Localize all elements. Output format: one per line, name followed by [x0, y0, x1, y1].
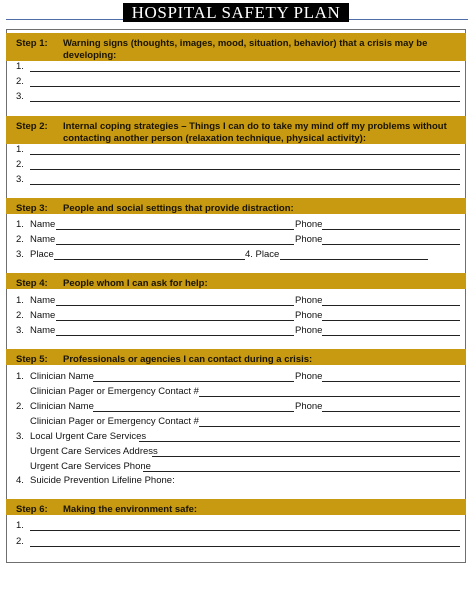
item-index: 2. — [16, 159, 24, 170]
step-3-row-1[interactable] — [16, 218, 460, 232]
phone-line[interactable] — [322, 411, 460, 412]
phone-label: Phone — [295, 295, 323, 306]
phone-label: Phone — [295, 219, 323, 230]
urgent-care-line[interactable] — [139, 441, 460, 442]
step-3-header — [6, 198, 466, 214]
step-5-text: Professionals or agencies I can contact during a crisis: — [63, 354, 313, 365]
step-2-header — [6, 116, 466, 144]
step-5-row-1[interactable] — [16, 370, 460, 384]
item-index: 3. — [16, 174, 24, 185]
step-6-line-2[interactable] — [16, 535, 460, 549]
place-4-label: 4. Place — [245, 249, 280, 260]
item-index: 1. — [16, 144, 24, 155]
step-5-row-5[interactable] — [16, 430, 460, 444]
step-3-row-3[interactable] — [16, 248, 460, 262]
phone-label: Phone — [295, 401, 323, 412]
step-4-row-2[interactable] — [16, 309, 460, 323]
title-area — [0, 0, 474, 24]
step-4-text: People whom I can ask for help: — [63, 278, 208, 289]
step-1-line-1[interactable] — [16, 60, 460, 74]
step-4-label: Step 4: — [16, 278, 48, 289]
pager-label: Clinician Pager or Emergency Contact # — [30, 386, 199, 397]
item-index: 1. — [16, 219, 24, 230]
phone-line[interactable] — [322, 229, 460, 230]
step-5-row-2[interactable] — [16, 385, 460, 399]
item-index: 1. — [16, 295, 24, 306]
place-line[interactable] — [280, 259, 428, 260]
clinician-name-line[interactable] — [93, 411, 294, 412]
name-label: Name — [30, 219, 56, 230]
urgent-care-label: Local Urgent Care Services — [30, 431, 147, 442]
item-index: 2. — [16, 234, 24, 245]
name-label: Name — [30, 234, 56, 245]
page-title: HOSPITAL SAFETY PLAN — [123, 3, 349, 22]
urgent-care-address-line[interactable] — [152, 456, 460, 457]
answer-line[interactable] — [30, 530, 460, 531]
step-2-line-2[interactable] — [16, 158, 460, 172]
item-index: 4. — [16, 475, 24, 486]
name-label: Name — [30, 310, 56, 321]
step-5-row-7[interactable] — [16, 460, 460, 474]
step-3-label: Step 3: — [16, 203, 48, 214]
step-1-line-3[interactable] — [16, 90, 460, 104]
name-label: Name — [30, 295, 56, 306]
place-line[interactable] — [54, 259, 245, 260]
item-index: 2. — [16, 310, 24, 321]
item-index: 2. — [16, 536, 24, 547]
step-2-label: Step 2: — [16, 121, 48, 132]
step-6-label: Step 6: — [16, 504, 48, 515]
step-3-text: People and social settings that provide distraction: — [63, 203, 294, 214]
step-1-line-2[interactable] — [16, 75, 460, 89]
answer-line[interactable] — [30, 101, 460, 102]
step-4-row-1[interactable] — [16, 294, 460, 308]
clinician-name-label: Clinician Name — [30, 401, 94, 412]
item-index: 1. — [16, 520, 24, 531]
item-index: 3. — [16, 431, 24, 442]
clinician-name-line[interactable] — [93, 381, 294, 382]
urgent-care-phone-label: Urgent Care Services Phone — [30, 461, 151, 472]
step-5-row-8[interactable] — [16, 474, 460, 488]
name-line[interactable] — [56, 305, 294, 306]
phone-label: Phone — [295, 310, 323, 321]
step-5-header — [6, 349, 466, 365]
phone-label: Phone — [295, 234, 323, 245]
phone-line[interactable] — [322, 305, 460, 306]
item-index: 3. — [16, 249, 24, 260]
step-1-header — [6, 33, 466, 61]
step-5-label: Step 5: — [16, 354, 48, 365]
name-label: Name — [30, 325, 56, 336]
item-index: 2. — [16, 401, 24, 412]
step-6-header — [6, 499, 466, 515]
answer-line[interactable] — [30, 169, 460, 170]
step-2-text: Internal coping strategies – Things I can do to take my mind off my problems without contacting another person (relaxation technique, physical activity): — [63, 121, 447, 144]
step-2-line-3[interactable] — [16, 173, 460, 187]
step-2-line-1[interactable] — [16, 143, 460, 157]
name-line[interactable] — [56, 244, 294, 245]
item-index: 3. — [16, 325, 24, 336]
pager-line[interactable] — [199, 396, 460, 397]
step-4-header — [6, 273, 466, 289]
step-6-text: Making the environment safe: — [63, 504, 198, 515]
step-6-line-1[interactable] — [16, 519, 460, 533]
lifeline-label: Suicide Prevention Lifeline Phone: — [30, 475, 175, 486]
name-line[interactable] — [56, 335, 294, 336]
pager-line[interactable] — [199, 426, 460, 427]
step-1-label: Step 1: — [16, 38, 48, 49]
answer-line[interactable] — [30, 71, 460, 72]
step-5-row-3[interactable] — [16, 400, 460, 414]
answer-line[interactable] — [30, 86, 460, 87]
phone-label: Phone — [295, 371, 323, 382]
item-index: 3. — [16, 91, 24, 102]
phone-line[interactable] — [322, 335, 460, 336]
step-5-row-4[interactable] — [16, 415, 460, 429]
step-1-text: Warning signs (thoughts, images, mood, situation, behavior) that a crisis may be developing: — [63, 38, 428, 61]
name-line[interactable] — [56, 320, 294, 321]
step-4-row-3[interactable] — [16, 324, 460, 338]
place-label: Place — [30, 249, 54, 260]
pager-label: Clinician Pager or Emergency Contact # — [30, 416, 199, 427]
step-5-row-6[interactable] — [16, 445, 460, 459]
phone-line[interactable] — [322, 244, 460, 245]
urgent-care-phone-line[interactable] — [143, 471, 460, 472]
item-index: 2. — [16, 76, 24, 87]
answer-line[interactable] — [30, 154, 460, 155]
phone-label: Phone — [295, 325, 323, 336]
answer-line[interactable] — [30, 184, 460, 185]
phone-line[interactable] — [322, 320, 460, 321]
item-index: 1. — [16, 371, 24, 382]
urgent-care-address-label: Urgent Care Services Address — [30, 446, 158, 457]
step-3-row-2[interactable] — [16, 233, 460, 247]
clinician-name-label: Clinician Name — [30, 371, 94, 382]
name-line[interactable] — [56, 229, 294, 230]
phone-line[interactable] — [322, 381, 460, 382]
item-index: 1. — [16, 61, 24, 72]
answer-line[interactable] — [30, 546, 460, 547]
